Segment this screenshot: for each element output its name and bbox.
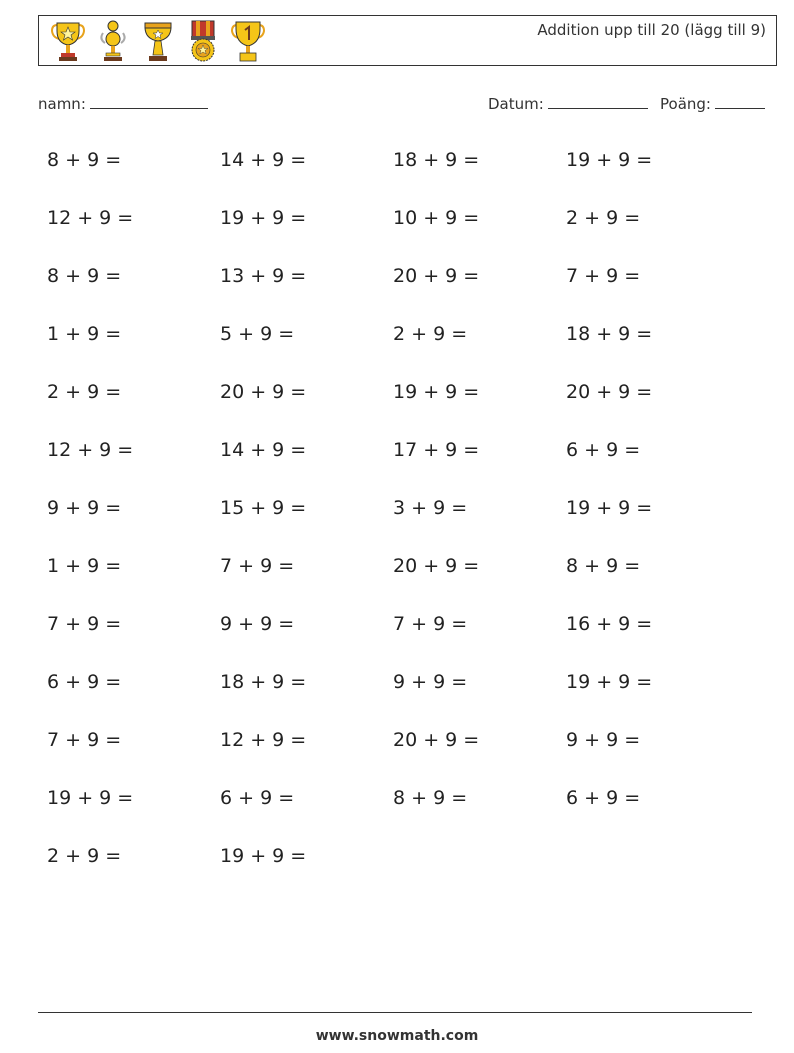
score-label: Poäng: (660, 95, 711, 113)
problem-item: 6 + 9 = (566, 439, 641, 461)
problem-item: 7 + 9 = (566, 265, 641, 287)
problem-item: 20 + 9 = (220, 381, 307, 403)
trophy-icons (45, 19, 270, 63)
problem-item: 12 + 9 = (47, 207, 134, 229)
problem-item: 18 + 9 = (393, 149, 480, 171)
problem-item: 8 + 9 = (47, 149, 122, 171)
footer-site: www.snowmath.com (315, 1028, 479, 1044)
score-line[interactable] (715, 94, 765, 109)
problem-item: 19 + 9 = (220, 207, 307, 229)
problem-item: 16 + 9 = (566, 613, 653, 635)
problem-item: 19 + 9 = (393, 381, 480, 403)
problem-item: 6 + 9 = (566, 787, 641, 809)
name-line[interactable] (90, 94, 208, 109)
problem-item: 2 + 9 = (566, 207, 641, 229)
footer-divider (38, 1012, 752, 1013)
problem-item: 14 + 9 = (220, 149, 307, 171)
problem-item: 20 + 9 = (393, 729, 480, 751)
problem-item: 19 + 9 = (220, 845, 307, 867)
problem-item: 2 + 9 = (47, 845, 122, 867)
problem-item: 7 + 9 = (393, 613, 468, 635)
problem-item: 2 + 9 = (47, 381, 122, 403)
trophy-cup-star-icon (135, 19, 180, 63)
problem-item: 2 + 9 = (393, 323, 468, 345)
problem-item: 9 + 9 = (566, 729, 641, 751)
problem-item: 8 + 9 = (393, 787, 468, 809)
problem-grid (47, 146, 747, 900)
problem-item: 9 + 9 = (393, 671, 468, 693)
date-line[interactable] (548, 94, 648, 109)
name-label: namn: (38, 95, 86, 113)
problem-item: 18 + 9 = (220, 671, 307, 693)
problem-item: 12 + 9 = (47, 439, 134, 461)
problem-item: 6 + 9 = (220, 787, 295, 809)
problem-item: 7 + 9 = (220, 555, 295, 577)
problem-item: 19 + 9 = (566, 149, 653, 171)
problem-item: 20 + 9 = (393, 555, 480, 577)
date-field (488, 94, 648, 113)
worksheet-header (38, 15, 777, 66)
problem-item: 13 + 9 = (220, 265, 307, 287)
problem-item: 5 + 9 = (220, 323, 295, 345)
problem-item: 9 + 9 = (47, 497, 122, 519)
name-field (38, 94, 208, 113)
medal-star-icon (180, 19, 225, 63)
problem-item: 10 + 9 = (393, 207, 480, 229)
problem-item: 3 + 9 = (393, 497, 468, 519)
problem-item: 6 + 9 = (47, 671, 122, 693)
trophy-star-icon (45, 19, 90, 63)
problem-item: 15 + 9 = (220, 497, 307, 519)
problem-item: 17 + 9 = (393, 439, 480, 461)
problem-item: 19 + 9 = (566, 671, 653, 693)
problem-item: 18 + 9 = (566, 323, 653, 345)
score-field (660, 94, 765, 113)
problem-item: 19 + 9 = (47, 787, 134, 809)
problem-item: 19 + 9 = (566, 497, 653, 519)
award-ribbon-icon (90, 19, 135, 63)
problem-item: 9 + 9 = (220, 613, 295, 635)
problem-item: 7 + 9 = (47, 729, 122, 751)
worksheet-title: Addition upp till 20 (lägg till 9) (537, 21, 766, 39)
problem-item: 1 + 9 = (47, 323, 122, 345)
problem-item: 1 + 9 = (47, 555, 122, 577)
problem-item: 20 + 9 = (393, 265, 480, 287)
date-label: Datum: (488, 95, 544, 113)
problem-item: 8 + 9 = (566, 555, 641, 577)
trophy-number-one-icon (225, 19, 270, 63)
problem-item: 7 + 9 = (47, 613, 122, 635)
problem-item: 12 + 9 = (220, 729, 307, 751)
problem-item: 8 + 9 = (47, 265, 122, 287)
problem-item: 20 + 9 = (566, 381, 653, 403)
problem-item: 14 + 9 = (220, 439, 307, 461)
